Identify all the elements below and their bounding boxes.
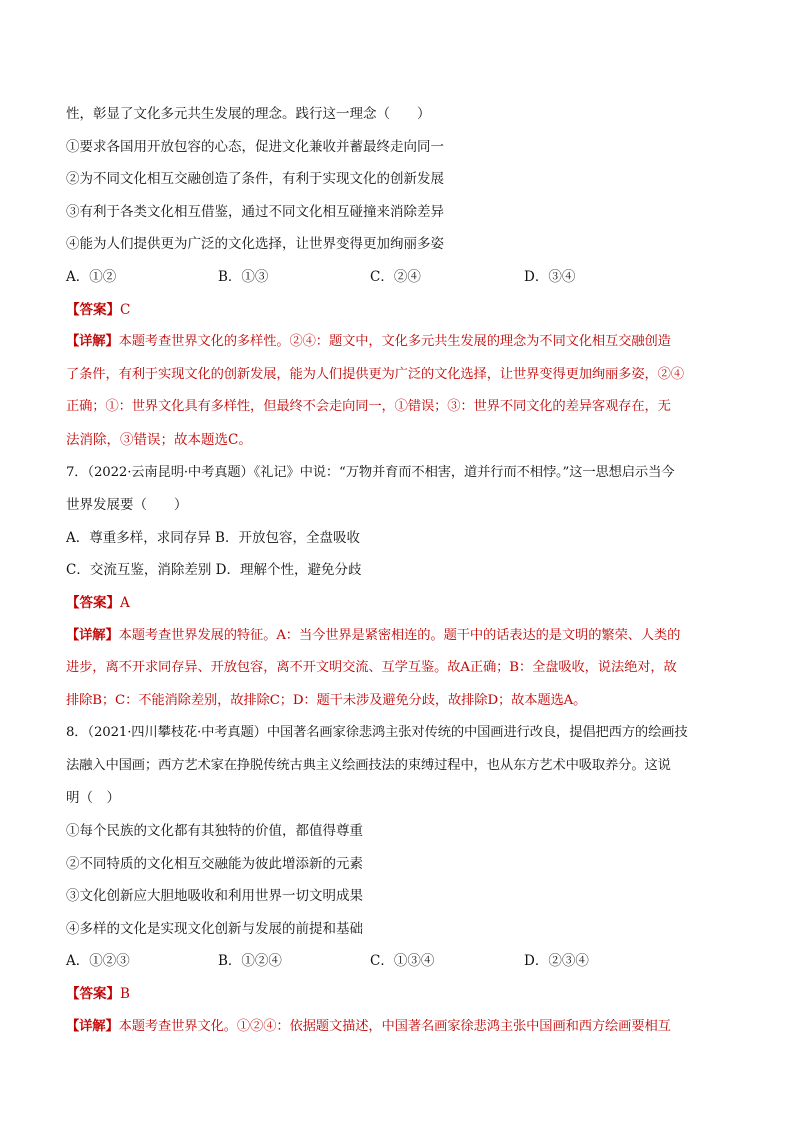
q6-option-a: A．①② xyxy=(66,268,117,285)
answer-value: B xyxy=(120,986,130,1003)
detail-text-highlight: ②④ xyxy=(657,366,684,382)
q6-option-b: B．①③ xyxy=(218,268,269,285)
q6-options xyxy=(66,261,732,294)
detail-text: 了条件，有利于实现文化的创新发展，能为人们提供更为广泛的文化选择，让世界变得更加绚丽多姿， xyxy=(66,366,658,382)
detail-tag: 【详解】 xyxy=(66,334,119,350)
q7-stem-line-1: 7．（2022·云南昆明·中考真题）《礼记》中说：“万物并育而不相害，道并行而不相悖。”这一思想启示当今 xyxy=(66,464,675,480)
detail-text: 本题考查世界文化。①②④：依据题文描述，中国著名画家徐悲鸿主张中国画和西方绘画要相互 xyxy=(118,1018,671,1034)
detail-text: 本题考查世界文化的多样性。②④：题文中，文化多元共生发展的理念为不同文化相互交融创造 xyxy=(118,334,671,350)
answer-value: C xyxy=(120,301,131,318)
q7-stem-line-2: 世界发展要（ ） xyxy=(66,497,188,514)
q8-item-3: ③文化创新应大胆地吸收和利用世界一切文明成果 xyxy=(66,888,363,905)
q8-stem-line-2: 法融入中国画；西方艺术家在挣脱传统古典主义绘画技法的束缚过程中，也从东方艺术中吸取养分。这说 xyxy=(66,757,671,773)
document-page xyxy=(66,98,732,1043)
q6-item-4: ④能为人们提供更为广泛的文化选择，让世界变得更加绚丽多姿 xyxy=(66,236,444,253)
detail-tag: 【详解】 xyxy=(66,1018,119,1034)
answer-value: A xyxy=(120,594,130,611)
q6-detail-line-1 xyxy=(66,326,732,359)
q6-option-d: D．③④ xyxy=(524,268,576,285)
q8-item-4: ④多样的文化是实现文化创新与发展的前提和基础 xyxy=(66,920,363,937)
q8-detail-line-1 xyxy=(66,1011,732,1044)
detail-text: 本题考查世界发展的特征。 xyxy=(118,627,277,643)
q8-stem-line-1: 8．（2021·四川攀枝花·中考真题）中国著名画家徐悲鸿主张对传统的中国画进行改良，提倡把西方的绘画技 xyxy=(66,725,688,741)
q8-option-a: A．①②③ xyxy=(66,953,130,970)
detail-text: 题干中的话表达的是文明的繁荣、人类的 xyxy=(443,627,681,643)
q8-answer xyxy=(66,978,732,1011)
q8-item-2: ②不同特质的文化相互交融能为彼此增添新的元素 xyxy=(66,855,363,872)
q6-detail-line-2 xyxy=(66,359,732,392)
q8-item-1: ①每个民族的文化都有其独特的价值，都值得尊重 xyxy=(66,823,363,840)
detail-tag: 【详解】 xyxy=(66,627,119,643)
q8-option-b: B．①②④ xyxy=(218,953,282,970)
q8-options xyxy=(66,945,732,978)
q6-item-3: ③有利于各类文化相互借鉴，通过不同文化相互碰撞来消除差异 xyxy=(66,203,444,220)
answer-tag: 【答案】 xyxy=(66,594,120,611)
q7-detail-line-1 xyxy=(66,620,732,653)
answer-tag: 【答案】 xyxy=(66,986,120,1003)
q6-option-c: C．②④ xyxy=(370,268,421,285)
q6-answer xyxy=(66,294,732,327)
detail-text: A：当今世界是紧密相连的。 xyxy=(276,627,444,643)
q6-stem-tail: 性，彰显了文化多元共生发展的理念。践行这一理念（ ） xyxy=(66,106,431,122)
q7-answer xyxy=(66,587,732,620)
q6-item-2: ②为不同文化相互交融创造了条件，有利于实现文化的创新发展 xyxy=(66,171,444,188)
answer-tag: 【答案】 xyxy=(66,301,120,318)
q7-detail-line-3: 排除B；C：不能消除差别，故排除C；D：题干未涉及避免分歧，故排除D；故本题选A。 xyxy=(66,692,587,708)
q7-options-ab: A．尊重多样，求同存异 B．开放包容，全盘吸收 xyxy=(66,529,360,546)
q7-options-cd: C．交流互鉴，消除差别 D．理解个性，避免分歧 xyxy=(66,562,362,579)
q8-stem-line-3: 明（ ） xyxy=(66,790,120,807)
q8-option-c: C．①③④ xyxy=(370,953,435,970)
q8-option-d: D．②③④ xyxy=(524,953,589,970)
q7-detail-line-2: 进步，离不开求同存异、开放包容，离不开文明交流、互学互鉴。故A正确；B：全盘吸收，说法绝对，故 xyxy=(66,660,677,676)
q6-detail-line-3: 正确；①：世界文化具有多样性，但最终不会走向同一，①错误；③：世界不同文化的差异客观存在，无 xyxy=(66,399,671,415)
q6-detail-line-4: 法消除，③错误；故本题选C。 xyxy=(66,431,252,448)
q6-item-1: ①要求各国用开放包容的心态，促进文化兼收并蓄最终走向同一 xyxy=(66,138,444,155)
